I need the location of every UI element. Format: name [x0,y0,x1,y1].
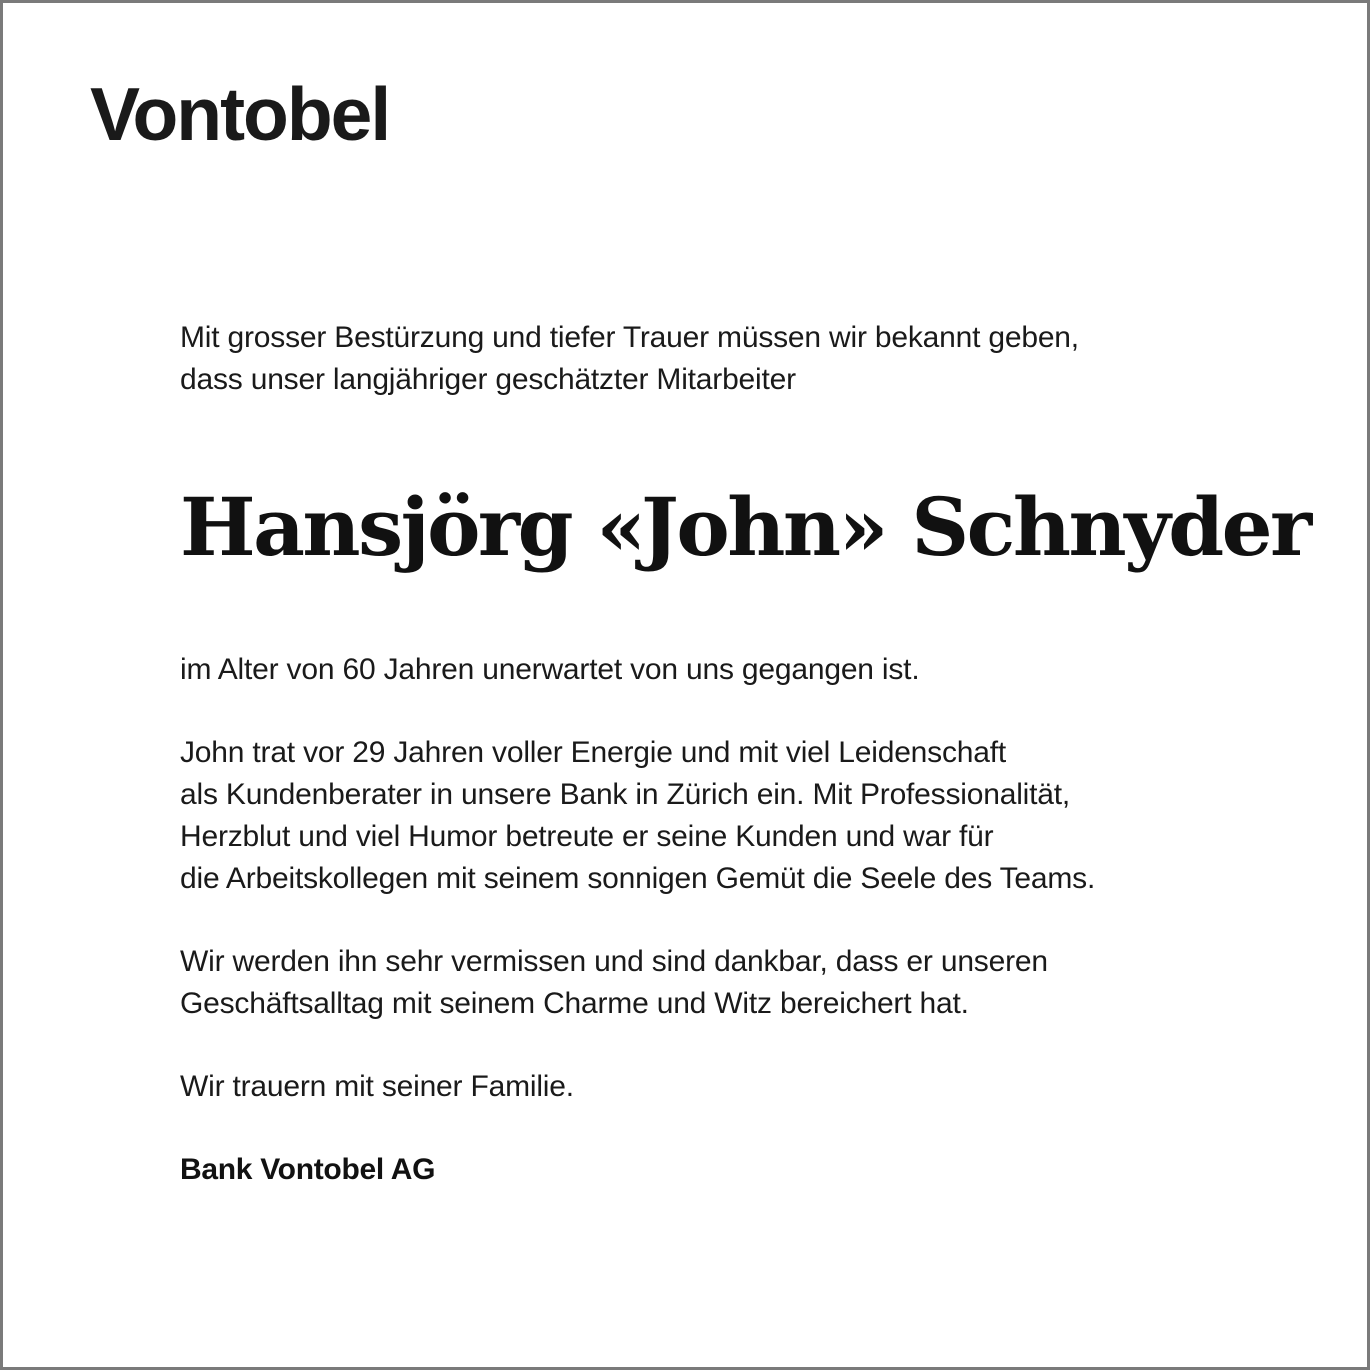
missing-paragraph [180,941,1300,1025]
career-line: Herzblut und viel Humor betreute er seine Kunden und war für [180,820,994,853]
deceased-name: Hansjörg «John» Schnyder [180,480,1310,574]
intro-paragraph [180,317,1300,401]
notice-body [180,317,1310,1191]
mourning-paragraph: Wir trauern mit seiner Familie. [180,1070,574,1103]
career-line: als Kundenberater in unsere Bank in Zürich ein. Mit Professionalität, [180,778,1071,811]
vontobel-logo: Vontobel [90,72,390,156]
career-line: John trat vor 29 Jahren voller Energie und mit viel Leidenschaft [180,736,1006,769]
career-paragraph [180,732,1300,900]
intro-line: dass unser langjähriger geschätzter Mitarbeiter [180,363,796,396]
missing-line: Wir werden ihn sehr vermissen und sind dankbar, dass er unseren [180,945,1048,978]
intro-line: Mit grosser Bestürzung und tiefer Trauer müssen wir bekannt geben, [180,321,1079,354]
missing-line: Geschäftsalltag mit seinem Charme und Witz bereichert hat. [180,987,969,1020]
signature: Bank Vontobel AG [180,1153,436,1186]
age-paragraph: im Alter von 60 Jahren unerwartet von uns gegangen ist. [180,653,920,686]
career-line: die Arbeitskollegen mit seinem sonnigen Gemüt die Seele des Teams. [180,862,1096,895]
